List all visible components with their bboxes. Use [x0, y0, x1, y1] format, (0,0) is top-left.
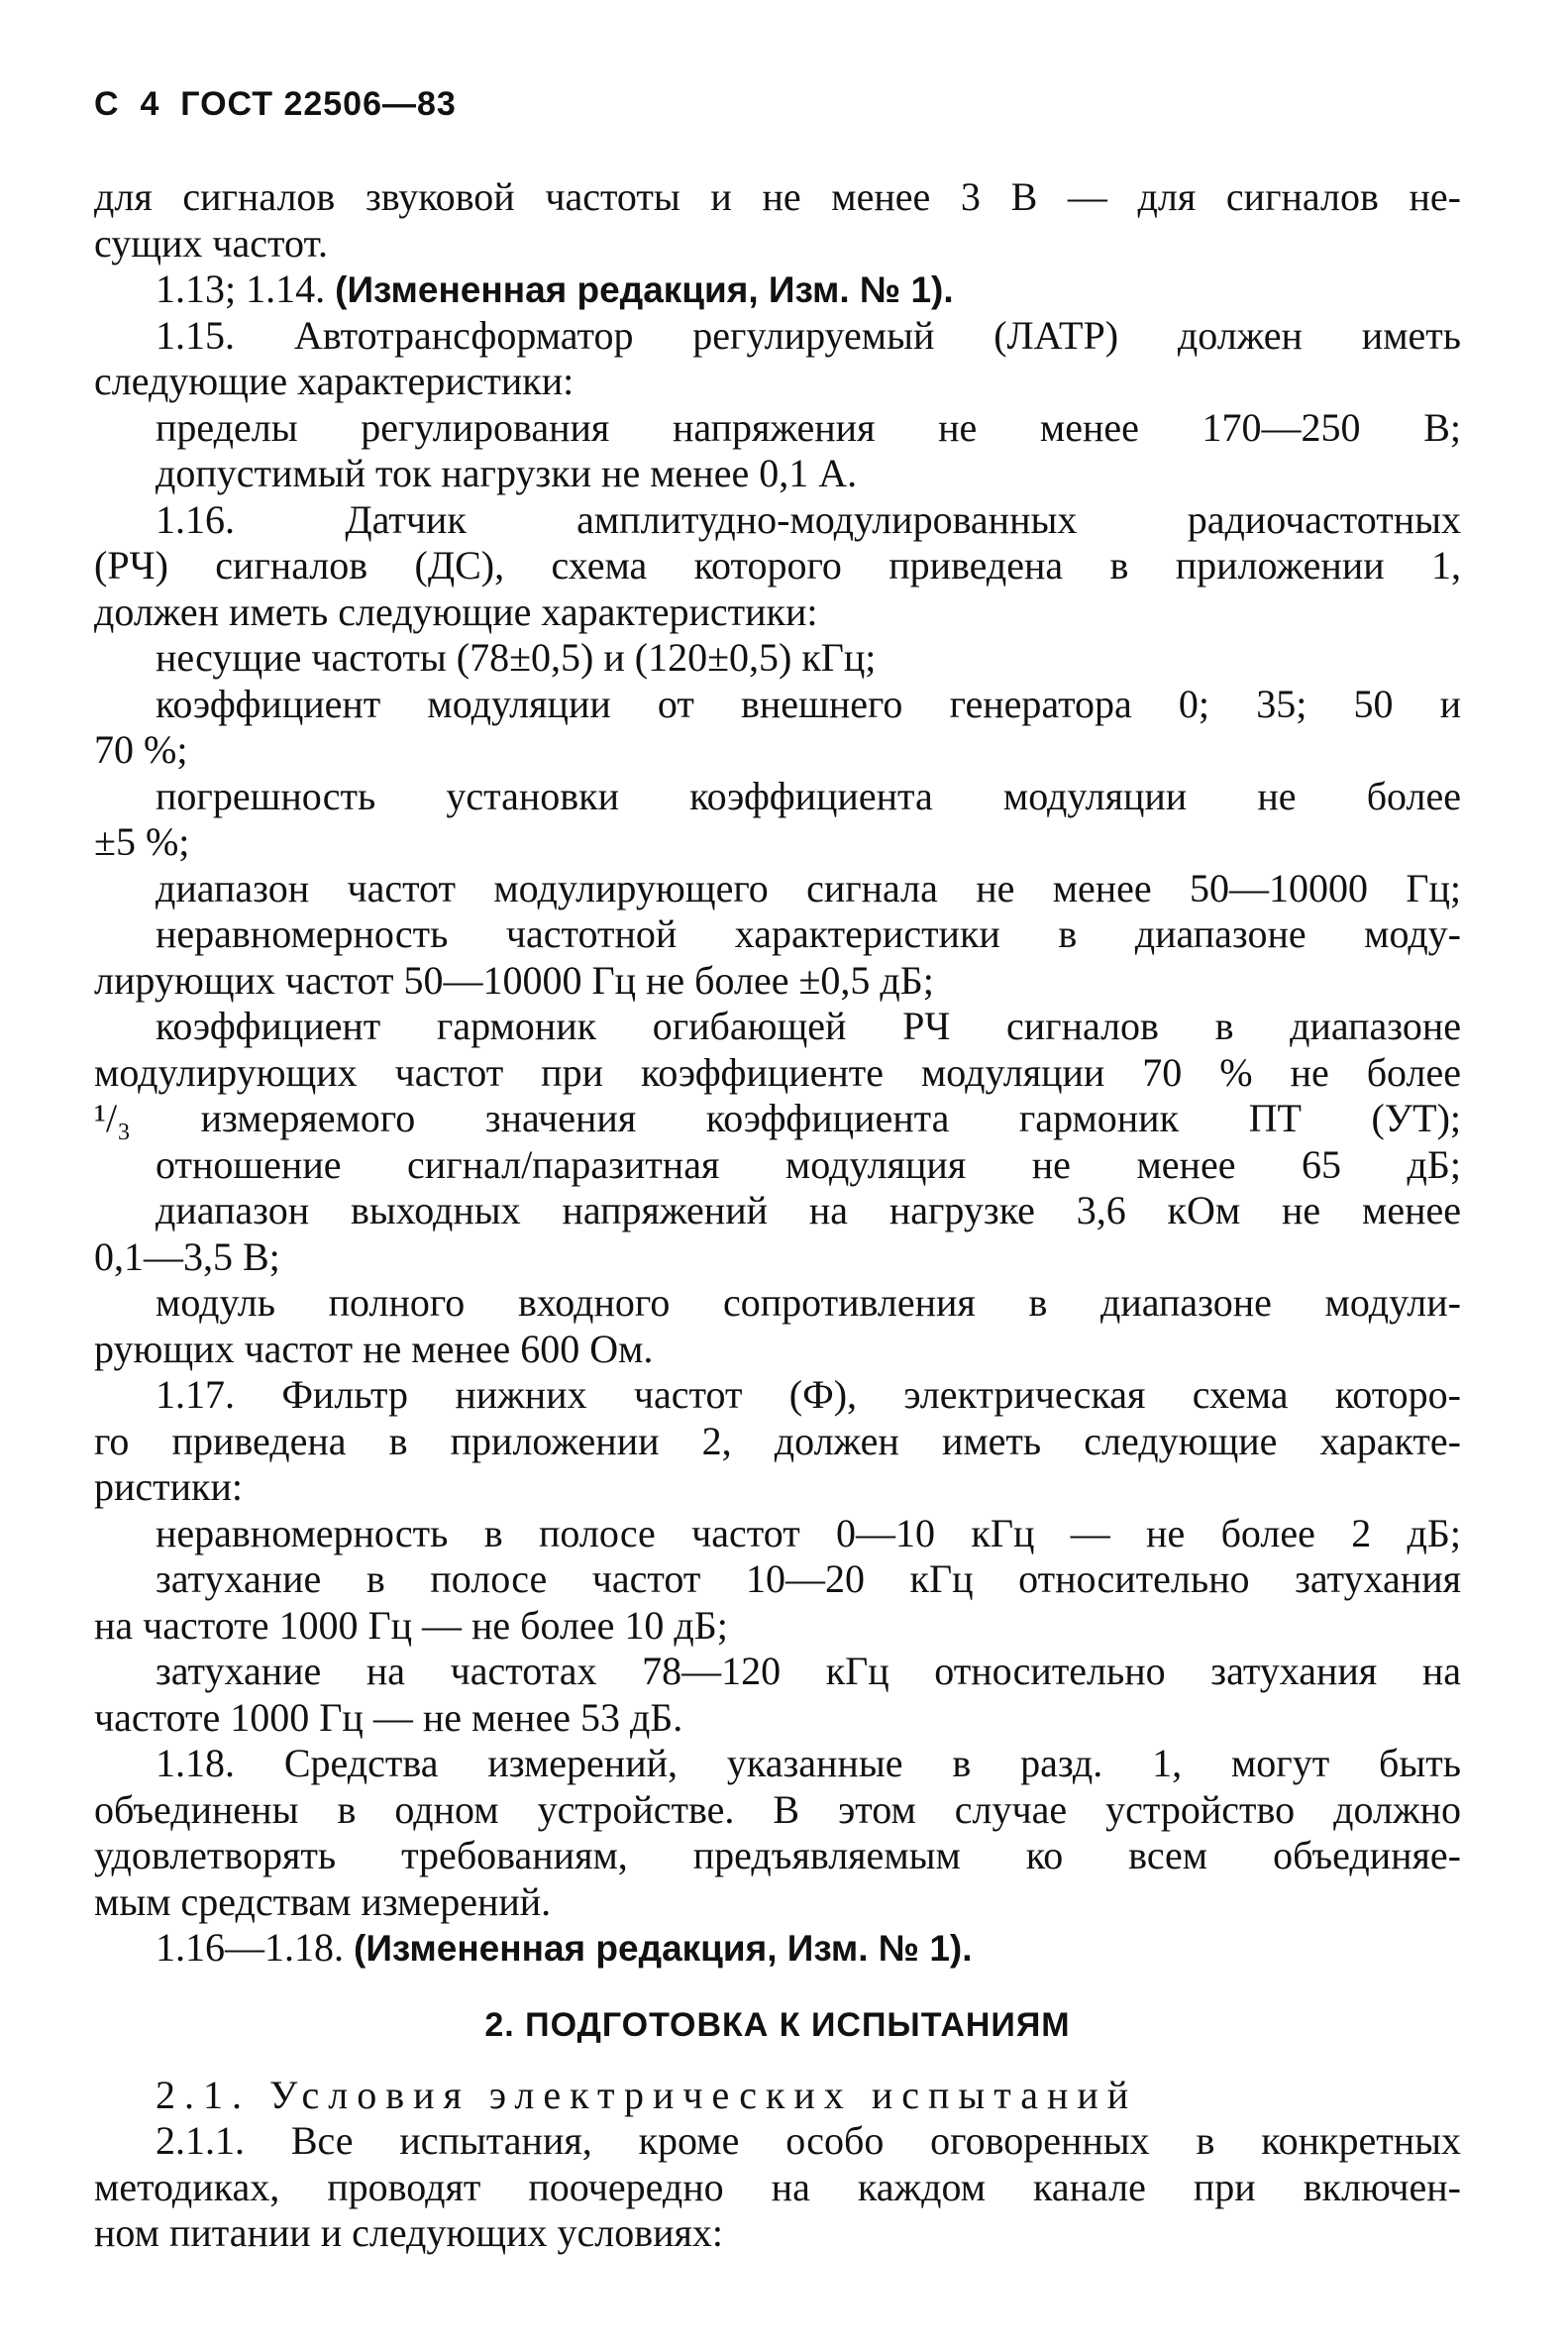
text-line	[94, 1833, 1461, 1879]
text-line-content: го приведена в приложении 2, должен иметь следующие характе-	[94, 1418, 1461, 1463]
amendment-note: (Измененная редакция, Изм. № 1).	[354, 1928, 973, 1969]
text-line-content: несущие частоты (78±0,5) и (120±0,5) кГц;	[156, 635, 877, 680]
text-line-content: лирующих частот 50—10000 Гц не более ±0,5 дБ;	[94, 957, 934, 1003]
text-line-content: 70 %;	[94, 727, 188, 772]
text-line-content: модулирующих частот при коэффициенте модуляции 70 % не более	[94, 1049, 1461, 1095]
text-line	[94, 1787, 1461, 1834]
text-line	[94, 2118, 1461, 2165]
text-line	[94, 589, 1461, 636]
text-line	[94, 1327, 1461, 1373]
text-line	[94, 1464, 1461, 1511]
text-line-content: (РЧ) сигналов (ДС), схема которого приведена в приложении 1,	[94, 543, 1461, 588]
text-line	[94, 1556, 1461, 1603]
text-line	[94, 359, 1461, 405]
amendment-note: (Измененная редакция, Изм. № 1).	[335, 269, 954, 310]
text-line-content: коэффициент гармоник огибающей РЧ сигналов в диапазоне	[156, 1004, 1461, 1048]
text-line-content: пределы регулирования напряжения не менее 170—250 В;	[156, 404, 1461, 450]
text-line	[94, 911, 1461, 958]
text-line	[94, 221, 1461, 267]
text-line-content: допустимый ток нагрузки не менее 0,1 А.	[156, 451, 858, 495]
text-line	[94, 1188, 1461, 1234]
text-line	[94, 1511, 1461, 1557]
text-line	[94, 1925, 1461, 1972]
text-line-content: отношение сигнал/паразитная модуляция не менее 65 дБ;	[156, 1141, 1461, 1187]
text-line-content: погрешность установки коэффициента модуляции не более	[156, 773, 1461, 818]
text-line-content: на частоте 1000 Гц — не более 10 дБ;	[94, 1602, 728, 1648]
section2-text	[94, 2118, 1461, 2257]
text-line-content: удовлетворять требованиям, предъявляемым ко всем объединяе-	[94, 1833, 1461, 1877]
text-line-content: для сигналов звуковой частоты и не менее 3 В — для сигналов не-	[94, 174, 1461, 219]
text-line	[94, 1879, 1461, 1926]
subsection-heading: 2.1. Условия электрических испытаний	[156, 2072, 1138, 2117]
text-line	[94, 1050, 1461, 1097]
running-head: С 4 ГОСТ 22506—83	[94, 85, 457, 123]
body-text	[94, 174, 1461, 1972]
text-line	[94, 819, 1461, 866]
text-line	[94, 405, 1461, 452]
text-line-content: диапазон выходных напряжений на нагрузке 3,6 кОм не менее	[156, 1188, 1461, 1232]
text-line	[94, 866, 1461, 912]
text-line	[94, 1280, 1461, 1327]
text-line	[94, 1004, 1461, 1050]
text-line-content: 1.16—1.18.	[156, 1925, 354, 1970]
text-line-content: объединены в одном устройстве. В этом случае устройство должно	[94, 1786, 1461, 1832]
text-line-content: сущих частот.	[94, 220, 328, 266]
text-line-content: ±5 %;	[94, 819, 190, 864]
text-line	[94, 451, 1461, 497]
text-line	[94, 2210, 1461, 2257]
text-line-content: мым средствам измерений.	[94, 1878, 552, 1924]
text-line-content: 1.18. Средства измерений, указанные в разд. 1, могут быть	[156, 1741, 1461, 1785]
text-line-content: 1.15. Автотрансформатор регулируемый (ЛАТР) должен иметь	[156, 312, 1461, 358]
text-line	[94, 1372, 1461, 1419]
text-line-content: должен иметь следующие характеристики:	[94, 588, 818, 634]
text-line-content: неравномерность частотной характеристики в диапазоне моду-	[156, 911, 1461, 956]
text-line	[94, 1695, 1461, 1742]
text-line	[94, 682, 1461, 728]
text-line-content: затухание на частотах 78—120 кГц относительно затухания на	[156, 1649, 1461, 1693]
text-line-content: затухание в полосе частот 10—20 кГц относительно затухания	[156, 1556, 1461, 1601]
text-line	[94, 1234, 1461, 1281]
text-line	[94, 543, 1461, 589]
text-line-content: неравномерность в полосе частот 0—10 кГц — не более 2 дБ;	[156, 1510, 1461, 1555]
text-line-content: коэффициент модуляции от внешнего генератора 0; 35; 50 и	[156, 681, 1461, 726]
text-line-content: методиках, проводят поочередно на каждом канале при включен-	[94, 2164, 1461, 2209]
section-heading: 2. ПОДГОТОВКА К ИСПЫТАНИЯМ	[484, 2005, 1071, 2044]
text-line-content: диапазон частот модулирующего сигнала не менее 50—10000 Гц;	[156, 865, 1461, 910]
text-line	[94, 1096, 1461, 1142]
text-line-content: модуль полного входного сопротивления в диапазоне модули-	[156, 1280, 1461, 1325]
text-line	[94, 267, 1461, 313]
text-line-content: 0,1—3,5 В;	[94, 1233, 280, 1279]
text-line-content: 1.13; 1.14.	[156, 267, 336, 311]
text-line	[94, 1741, 1461, 1787]
text-line	[94, 497, 1461, 544]
text-line-content: 1.16. Датчик амплитудно-модулированных радиочастотных	[156, 496, 1461, 542]
text-line-content: ном питании и следующих условиях:	[94, 2210, 724, 2255]
text-line	[94, 2165, 1461, 2211]
text-line	[94, 958, 1461, 1005]
text-line	[94, 727, 1461, 774]
text-line	[94, 1419, 1461, 1465]
document-page	[94, 85, 1461, 2257]
text-line	[94, 174, 1461, 221]
text-line-content: частоте 1000 Гц — не менее 53 дБ.	[94, 1694, 683, 1740]
text-line	[94, 313, 1461, 360]
text-line	[94, 774, 1461, 820]
text-line-content: рующих частот не менее 600 Ом.	[94, 1326, 654, 1371]
text-line	[94, 1603, 1461, 1650]
text-line	[94, 1142, 1461, 1189]
text-line-content: ¹/₃ измеряемого значения коэффициента гармоник ПТ (УТ);	[94, 1096, 1461, 1140]
text-line	[94, 1649, 1461, 1695]
text-line-content: 1.17. Фильтр нижних частот (Ф), электрическая схема которо-	[156, 1372, 1461, 1417]
text-line-content: 2.1.1. Все испытания, кроме особо оговоренных в конкретных	[156, 2118, 1461, 2163]
text-line-content: ристики:	[94, 1464, 243, 1509]
text-line-content: следующие характеристики:	[94, 359, 575, 403]
text-line	[94, 635, 1461, 682]
